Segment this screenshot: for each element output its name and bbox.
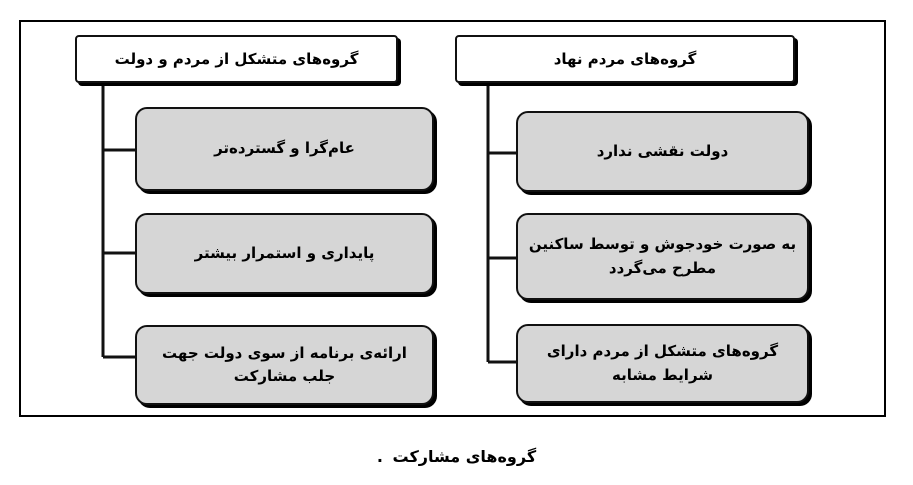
caption-text: گروه‌های مشارکت: [392, 447, 537, 466]
right-item-3: [516, 324, 809, 403]
left-item-3: [135, 325, 434, 405]
right-group-header: [455, 35, 795, 83]
right-item-1-label: دولت نقشی ندارد: [596, 141, 729, 160]
right-item-2: [516, 213, 809, 300]
right-group-title: گروه‌های مردم نهاد: [553, 50, 697, 68]
right-item-2-label: به صورت خودجوش و توسط ساکنین مطرح می‌گردد: [528, 235, 797, 277]
caption-mark: .: [376, 447, 383, 466]
left-group-header: [75, 35, 398, 83]
left-item-2: [135, 213, 434, 294]
right-item-3-label: گروه‌های متشکل از مردم دارای شرایط مشابه: [546, 342, 779, 384]
figure-caption: [0, 447, 913, 466]
left-item-2-label: پایداری و استمرار بیشتر: [194, 243, 375, 262]
left-item-3-label: ارائه‌ی برنامه از سوی دولت جهت جلب مشارکت: [162, 343, 407, 385]
right-item-1: [516, 111, 809, 192]
left-item-1-label: عام‌گرا و گسترده‌تر: [214, 139, 355, 158]
left-group-title: گروه‌های متشکل از مردم و دولت: [114, 50, 359, 68]
left-item-1: [135, 107, 434, 191]
